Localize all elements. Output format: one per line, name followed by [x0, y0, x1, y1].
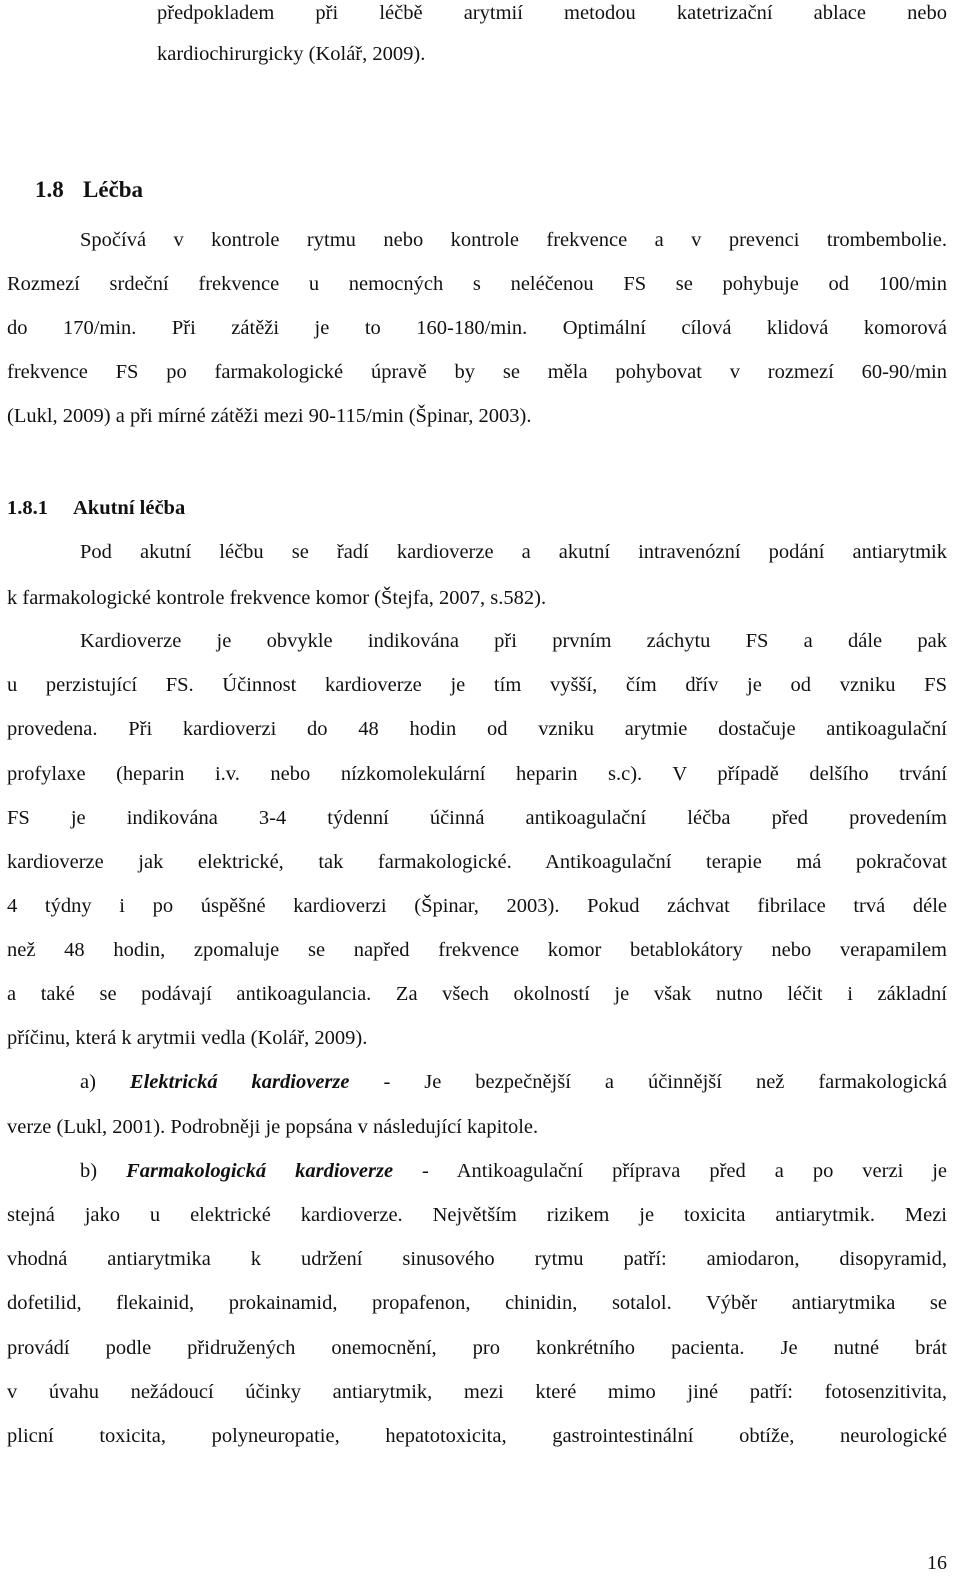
text-line: vhodná antiarytmika k udržení sinusového rytmu patří: amiodaron, disopyramid, [7, 1248, 947, 1270]
text-line: Rozmezí srdeční frekvence u nemocných s neléčenou FS se pohybuje od 100/min [7, 273, 947, 295]
list-item-a [7, 1060, 947, 1104]
text-line: příčinu, která k arytmii vedla (Kolář, 2009). [7, 1027, 368, 1049]
text-line: do 170/min. Při zátěži je to 160-180/min. Optimální cílová klidová komorová [7, 317, 947, 339]
text-line: (Lukl, 2009) a při mírné zátěži mezi 90-115/min (Špinar, 2003). [7, 405, 532, 427]
text-line: v úvahu nežádoucí účinky antiarytmik, mezi které mimo jiné patří: fotosenzitivita, [7, 1381, 947, 1403]
text-line: FS je indikována 3-4 týdenní účinná antikoagulační léčba před provedením [7, 807, 947, 829]
item-separator: - [393, 1160, 457, 1182]
list-item-b [7, 1149, 947, 1193]
text-line: provedena. Při kardioverzi do 48 hodin od vzniku arytmie dostačuje antikoagulační [7, 718, 947, 740]
item-text: Je bezpečnější a účinnější než farmakologická [424, 1071, 947, 1093]
item-prefix: a) [80, 1071, 130, 1093]
text-line: provádí podle přidružených onemocnění, pro konkrétního pacienta. Je nutné brát [7, 1337, 947, 1359]
subsection-title: Akutní léčba [73, 497, 186, 519]
item-term: Farmakologická kardioverze [126, 1160, 394, 1182]
text-line: předpokladem při léčbě arytmií metodou katetrizační ablace nebo [157, 2, 947, 24]
text-line: k farmakologické kontrole frekvence komor (Štejfa, 2007, s.582). [7, 587, 547, 609]
item-text: Antikoagulační příprava před a po verzi je [456, 1160, 948, 1182]
section-title: Léčba [83, 177, 144, 202]
text-line: frekvence FS po farmakologické úpravě by se měla pohybovat v rozmezí 60-90/min [7, 361, 947, 383]
text-line: plicní toxicita, polyneuropatie, hepatotoxicita, gastrointestinální obtíže, neurologické [7, 1425, 947, 1447]
subsection-heading [7, 488, 185, 528]
text-line: Spočívá v kontrole rytmu nebo kontrole frekvence a v prevenci trombembolie. [80, 229, 947, 251]
text-line: Kardioverze je obvykle indikována při prvním záchytu FS a dále pak [80, 630, 947, 652]
section-heading [35, 170, 143, 210]
text-line: verze (Lukl, 2001). Podrobněji je popsána v následující kapitole. [7, 1116, 539, 1138]
text-line: a také se podávají antikoagulancia. Za všech okolností je však nutno léčit i základní [7, 983, 947, 1005]
document-page [7, 0, 947, 1590]
item-term: Elektrická kardioverze [129, 1071, 350, 1093]
item-separator: - [349, 1071, 425, 1093]
text-line: profylaxe (heparin i.v. nebo nízkomolekulární heparin s.c). V případě delšího trvání [7, 763, 947, 785]
section-number: 1.8 [35, 177, 64, 202]
text-line: 4 týdny i po úspěšné kardioverzi (Špinar, 2003). Pokud záchvat fibrilace trvá déle [7, 895, 947, 917]
text-line: než 48 hodin, zpomaluje se napřed frekvence komor betablokátory nebo verapamilem [7, 939, 947, 961]
text-line: u perzistující FS. Účinnost kardioverze je tím vyšší, čím dřív je od vzniku FS [7, 674, 947, 696]
text-line: Pod akutní léčbu se řadí kardioverze a akutní intravenózní podání antiarytmik [80, 541, 947, 563]
item-prefix: b) [80, 1160, 127, 1182]
text-line: dofetilid, flekainid, prokainamid, propafenon, chinidin, sotalol. Výběr antiarytmika se [7, 1292, 947, 1314]
text-line: kardioverze jak elektrické, tak farmakologické. Antikoagulační terapie má pokračovat [7, 851, 947, 873]
text-line: stejná jako u elektrické kardioverze. Největším rizikem je toxicita antiarytmik. Mezi [7, 1204, 947, 1226]
text-line: kardiochirurgicky (Kolář, 2009). [157, 43, 426, 65]
page-number: 16 [927, 1552, 947, 1574]
subsection-number: 1.8.1 [7, 497, 48, 519]
